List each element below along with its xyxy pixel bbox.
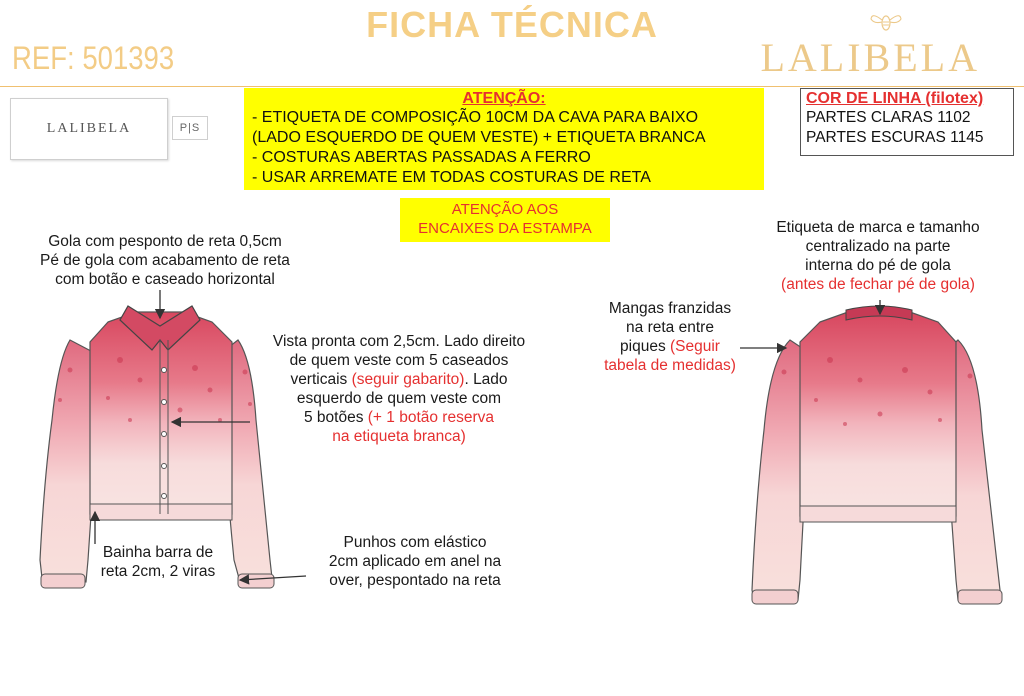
attention-heading: ATENÇÃO: — [462, 90, 546, 107]
note-line: reta 2cm, 2 viras — [100, 563, 216, 580]
note-line: na etiqueta branca) — [332, 428, 466, 445]
brand-logo: LALIBELA — [760, 35, 980, 80]
note-line: de quem veste com 5 caseados — [289, 352, 509, 369]
note-line: centralizado na parte — [805, 238, 951, 255]
note-text: . Lado — [464, 371, 508, 388]
thread-light: PARTES CLARAS 1102 — [806, 109, 971, 126]
note-line: Mangas franzidas — [608, 300, 732, 317]
note-alert-text: (+ 1 botão reserva — [367, 409, 494, 426]
note-text: 5 botões — [303, 409, 368, 426]
print-notice-line: ENCAIXES DA ESTAMPA — [418, 220, 592, 237]
note-line: Gola com pesponto de reta 0,5cm — [48, 233, 282, 250]
note-line: esquerdo de quem veste com — [296, 390, 502, 407]
print-notice-line: ATENÇÃO AOS — [451, 201, 559, 218]
note-line: Pé de gola com acabamento de reta — [40, 252, 290, 269]
size-label-sample: P|S — [172, 116, 208, 140]
note-alert-text: (Seguir — [670, 338, 720, 355]
thread-dark: PARTES ESCURAS 1145 — [806, 129, 984, 146]
attention-line: (LADO ESQUERDO DE QUEM VESTE) + ETIQUETA BRANCA — [252, 129, 706, 146]
brand-label-text: LALIBELA — [46, 121, 132, 136]
note-text: verticais — [290, 371, 352, 388]
note-line: na reta entre — [626, 319, 714, 336]
note-line: Etiqueta de marca e tamanho — [776, 219, 980, 236]
note-line: com botão e caseado horizontal — [55, 271, 275, 288]
page-title: FICHA TÉCNICA — [366, 4, 658, 45]
note-line: Vista pronta com 2,5cm. Lado direito — [272, 333, 526, 350]
note-alert-text: (seguir gabarito) — [351, 371, 465, 388]
note-line: tabela de medidas) — [604, 357, 736, 374]
attention-line: - ETIQUETA DE COMPOSIÇÃO 10CM DA CAVA PARA BAIXO — [252, 109, 699, 126]
note-line: (antes de fechar pé de gola) — [781, 276, 975, 293]
back-view-blouse — [752, 306, 1002, 604]
note-line: Punhos com elástico — [343, 534, 487, 551]
note-text: piques — [620, 338, 670, 355]
note-line: Bainha barra de — [102, 544, 214, 561]
reference-code: REF: 501393 — [12, 40, 175, 76]
front-view-blouse — [40, 306, 274, 588]
note-line: 2cm aplicado em anel na — [328, 553, 502, 570]
attention-line: - USAR ARREMATE EM TODAS COSTURAS DE RETA — [252, 169, 651, 186]
note-line: interna do pé de gola — [805, 257, 951, 274]
note-line: over, pespontado na reta — [329, 572, 501, 589]
attention-line: - COSTURAS ABERTAS PASSADAS A FERRO — [252, 149, 591, 166]
thread-heading: COR DE LINHA (filotex) — [806, 90, 984, 107]
